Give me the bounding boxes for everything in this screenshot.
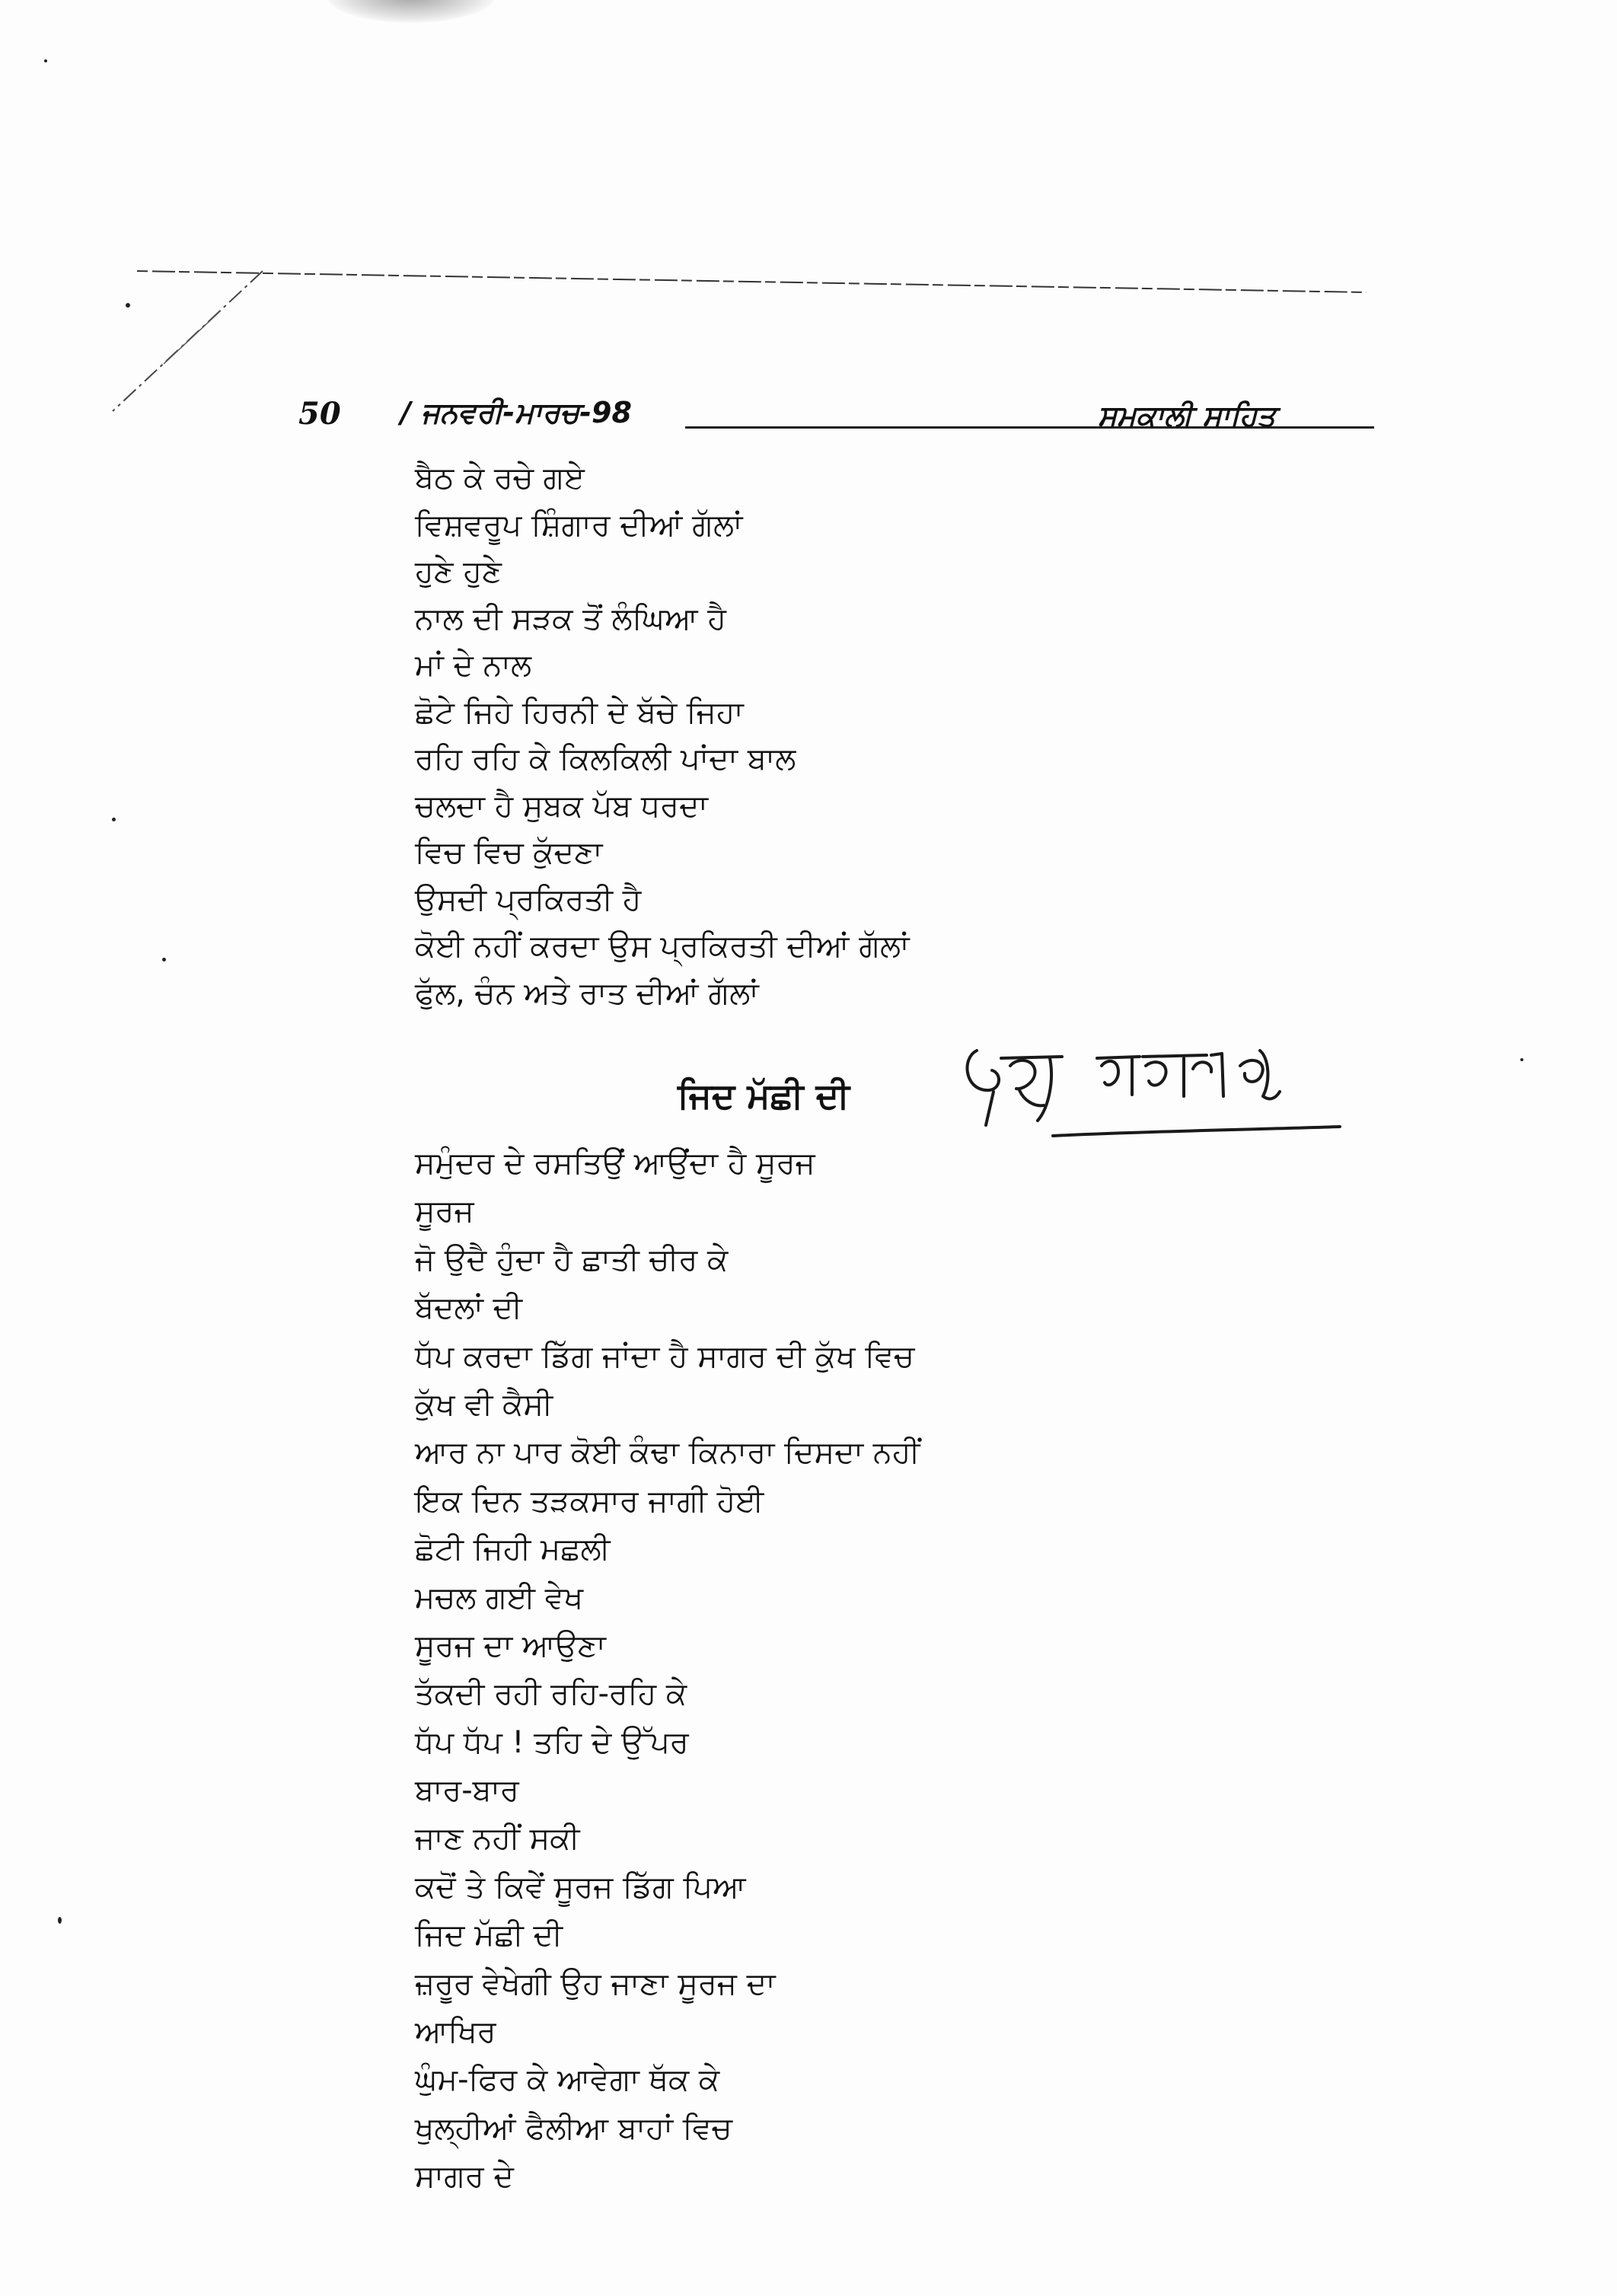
- poem-line: ਸਮੁੰਦਰ ਦੇ ਰਸਤਿਉਂ ਆਉਂਦਾ ਹੈ ਸੂਰਜ: [415, 1146, 815, 1181]
- poem-line: ਛੋਟੀ ਜਿਹੀ ਮਛਲੀ: [415, 1532, 611, 1567]
- poem-line: ਵਿਸ਼ਵਰੂਪ ਸ਼ਿੰਗਾਰ ਦੀਆਂ ਗੱਲਾਂ: [415, 507, 743, 543]
- poem-line: ਵਿਚ ਵਿਚ ਕੁੱਦਣਾ: [415, 835, 603, 870]
- poem-body: [415, 1140, 920, 2202]
- poem-line: ਫੁੱਲ, ਚੰਨ ਅਤੇ ਰਾਤ ਦੀਆਂ ਗੱਲਾਂ: [415, 975, 759, 1011]
- poem-line: ਨਾਲ ਦੀ ਸੜਕ ਤੋਂ ਲੰਘਿਆ ਹੈ: [415, 601, 726, 636]
- poem-line: ਸਾਗਰ ਦੇ: [415, 2159, 514, 2195]
- poem-line: ਹੁਣੇ ਹੁਣੇ: [415, 554, 502, 589]
- poem-line: ਜਾਣ ਨਹੀਂ ਸਕੀ: [415, 1821, 580, 1857]
- poem-line: ਰਹਿ ਰਹਿ ਕੇ ਕਿਲਕਿਲੀ ਪਾਂਦਾ ਬਾਲ: [415, 741, 796, 776]
- poem-line: ਜਿਦ ਮੱਛੀ ਦੀ: [415, 1918, 563, 1953]
- poem-line: ਕਦੋਂ ਤੇ ਕਿਵੇਂ ਸੂਰਜ ਡਿੱਗ ਪਿਆ: [415, 1869, 746, 1905]
- poem-line: ਘੁੰਮ-ਫਿਰ ਕੇ ਆਵੇਗਾ ਥੱਕ ਕੇ: [415, 2062, 720, 2098]
- poem-line: ਖੁਲ੍ਹੀਆਂ ਫੈਲੀਆ ਬਾਹਾਂ ਵਿਚ: [415, 2110, 732, 2146]
- poem-line: ਉਸਦੀ ਪ੍ਰਕਿਰਤੀ ਹੈ: [415, 882, 642, 917]
- journal-name: ਸਮਕਾਲੀ ਸਾਹਿਤ: [1098, 399, 1276, 432]
- handwritten-title-note: [955, 1035, 1351, 1165]
- poem-line: ਛੋਟੇ ਜਿਹੇ ਹਿਰਨੀ ਦੇ ਬੱਚੇ ਜਿਹਾ: [415, 694, 744, 730]
- poem-line: ਧੱਪ ਕਰਦਾ ਡਿੱਗ ਜਾਂਦਾ ਹੈ ਸਾਗਰ ਦੀ ਕੁੱਖ ਵਿਚ: [415, 1338, 915, 1374]
- poem-line: ਬੱਦਲਾਂ ਦੀ: [415, 1290, 523, 1326]
- issue-label: / ਜਨਵਰੀ-ਮਾਰਚ-98: [400, 396, 632, 429]
- poem-line: ਚਲਦਾ ਹੈ ਸੁਬਕ ਪੱਬ ਧਰਦਾ: [415, 788, 708, 824]
- poem-line: ਬਾਰ-ਬਾਰ: [415, 1773, 519, 1809]
- poem-line: ਆਖਿਰ: [415, 2014, 496, 2050]
- running-header: [298, 396, 1303, 442]
- poem-line: ਸੂਰਜ ਦਾ ਆਉਣਾ: [415, 1628, 606, 1663]
- page-number: 50: [298, 396, 341, 432]
- poem-line: ਮਚਲ ਗਈ ਵੇਖ: [415, 1580, 584, 1615]
- poem-line: ਮਾਂ ਦੇ ਨਾਲ: [415, 648, 532, 683]
- poem-line: ਜ਼ਰੂਰ ਵੇਖੇਗੀ ਉਹ ਜਾਣਾ ਸੂਰਜ ਦਾ: [415, 1966, 776, 2001]
- poem-line: ਸੂਰਜ: [415, 1194, 474, 1229]
- poem-line: ਤੱਕਦੀ ਰਹੀ ਰਹਿ-ਰਹਿ ਕੇ: [415, 1676, 687, 1712]
- poem-line: ਧੱਪ ਧੱਪ ! ਤਹਿ ਦੇ ਉੱਪਰ: [415, 1724, 689, 1760]
- poem-line: ਜੋ ਉਦੈ ਹੁੰਦਾ ਹੈ ਛਾਤੀ ਚੀਰ ਕੇ: [415, 1242, 729, 1277]
- poem-line: ਆਰ ਨਾ ਪਾਰ ਕੋਈ ਕੰਢਾ ਕਿਨਾਰਾ ਦਿਸਦਾ ਨਹੀਂ: [415, 1435, 920, 1471]
- poem-title: ਜਿਦ ਮੱਛੀ ਦੀ: [678, 1075, 850, 1116]
- poem-line: ਕੁੱਖ ਵੀ ਕੈਸੀ: [415, 1386, 553, 1422]
- poem-line: ਬੈਠ ਕੇ ਰਚੇ ਗਏ: [415, 461, 585, 496]
- poem-line: ਇਕ ਦਿਨ ਤੜਕਸਾਰ ਜਾਗੀ ਹੋਈ: [415, 1483, 764, 1519]
- previous-poem-continuation: [415, 455, 909, 1017]
- poem-line: ਕੋਈ ਨਹੀਂ ਕਰਦਾ ਉਸ ਪ੍ਰਕਿਰਤੀ ਦੀਆਂ ਗੱਲਾਂ: [415, 929, 910, 964]
